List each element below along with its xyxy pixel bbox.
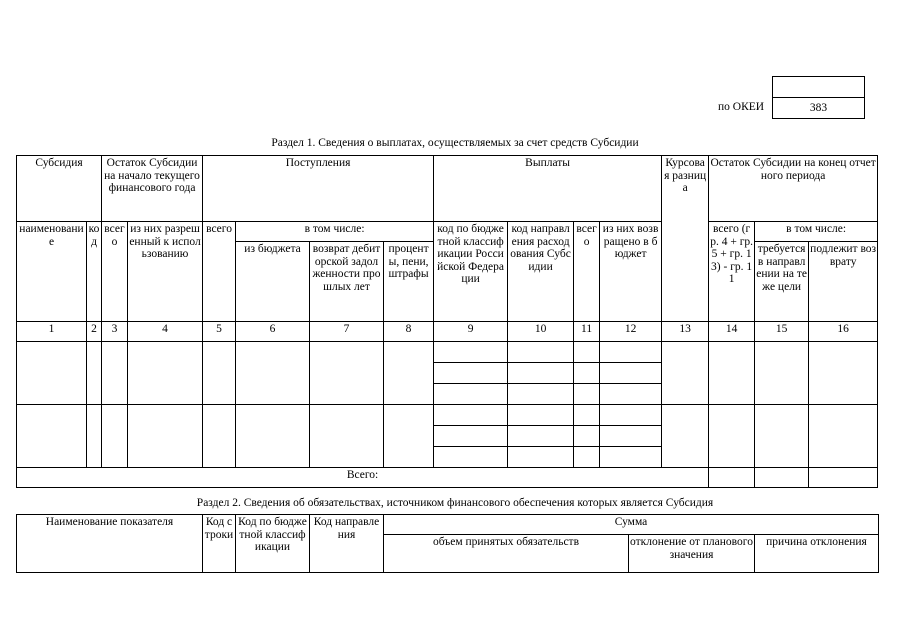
data-cell[interactable]	[600, 384, 662, 405]
data-cell[interactable]	[102, 342, 128, 405]
data-cell[interactable]	[508, 342, 574, 363]
table-row	[17, 342, 878, 363]
total-row	[17, 468, 878, 488]
data-cell[interactable]	[574, 447, 600, 468]
hdr-receipts: Поступления	[203, 156, 434, 222]
data-cell[interactable]	[600, 405, 662, 426]
data-cell[interactable]	[102, 405, 128, 468]
hdr-receipts-total: всего	[203, 222, 236, 322]
data-cell[interactable]	[662, 405, 709, 468]
data-cell[interactable]	[662, 342, 709, 405]
hdr-debt-return: возврат дебиторской задолженности прошлых лет	[310, 242, 384, 322]
hdr-reason: причина отклонения	[755, 535, 879, 573]
hdr-budget-class: код по бюджетной классификации Российской Федерации	[434, 222, 508, 322]
col-number: 13	[662, 322, 709, 342]
hdr-balance-end: Остаток Субсидии на конец отчетного периода	[709, 156, 878, 222]
data-cell[interactable]	[384, 342, 434, 405]
data-cell[interactable]	[87, 342, 102, 405]
okei-header-box	[772, 76, 865, 98]
data-cell[interactable]	[574, 426, 600, 447]
col-number: 6	[236, 322, 310, 342]
col-number: 1	[17, 322, 87, 342]
col-number: 11	[574, 322, 600, 342]
hdr-name: наименование	[17, 222, 87, 322]
data-cell[interactable]	[508, 363, 574, 384]
hdr-pay-total: всего	[574, 222, 600, 322]
col-number: 14	[709, 322, 755, 342]
col-number: 12	[600, 322, 662, 342]
section2-title: Раздел 2. Сведения об обязательствах, источником финансового обеспечения которых является Субсидия	[196, 497, 714, 509]
data-cell[interactable]	[508, 447, 574, 468]
hdr-exchange-diff: Курсовая разница	[662, 156, 709, 322]
hdr-permitted: из них разрешенный к использованию	[128, 222, 203, 322]
col-number: 3	[102, 322, 128, 342]
data-cell[interactable]	[508, 384, 574, 405]
hdr-returned: из них возвращено в бюджет	[600, 222, 662, 322]
col-number: 7	[310, 322, 384, 342]
hdr-direction-code: код направления расходования Субсидии	[508, 222, 574, 322]
data-cell[interactable]	[434, 405, 508, 426]
total-cell[interactable]	[809, 468, 878, 488]
hdr-sum: Сумма	[384, 515, 879, 535]
data-cell[interactable]	[600, 426, 662, 447]
data-cell[interactable]	[574, 342, 600, 363]
data-cell[interactable]	[434, 363, 508, 384]
col-number: 15	[755, 322, 809, 342]
total-label: Всего:	[17, 468, 709, 488]
data-cell[interactable]	[434, 342, 508, 363]
hdr-end-total: всего (гр. 4 + гр. 5 + гр. 13) - гр. 11	[709, 222, 755, 322]
data-cell[interactable]	[17, 405, 87, 468]
data-cell[interactable]	[384, 405, 434, 468]
hdr-interest: проценты, пени, штрафы	[384, 242, 434, 322]
hdr-to-return: подлежит возврату	[809, 242, 878, 322]
hdr-deviation: отклонение от планового значения	[629, 535, 755, 573]
data-cell[interactable]	[600, 447, 662, 468]
column-numbers-row	[17, 322, 878, 342]
data-cell[interactable]	[809, 405, 878, 468]
data-cell[interactable]	[128, 342, 203, 405]
data-cell[interactable]	[809, 342, 878, 405]
data-cell[interactable]	[574, 363, 600, 384]
okei-value-box	[772, 97, 865, 119]
hdr-payments: Выплаты	[434, 156, 662, 222]
hdr-end-including: в том числе:	[755, 222, 878, 242]
data-cell[interactable]	[508, 405, 574, 426]
col-number: 4	[128, 322, 203, 342]
data-cell[interactable]	[236, 342, 310, 405]
hdr-code: код	[87, 222, 102, 322]
section1-title: Раздел 1. Сведения о выплатах, осуществляемых за счет средств Субсидии	[271, 137, 639, 149]
hdr-direction-code: Код направления	[310, 515, 384, 573]
col-number: 2	[87, 322, 102, 342]
okei-value: 383	[809, 102, 828, 114]
section2-table	[16, 514, 879, 573]
hdr-required: требуется в направлении на те же цели	[755, 242, 809, 322]
data-cell[interactable]	[236, 405, 310, 468]
okei-label: по ОКЕИ	[718, 101, 765, 113]
data-cell[interactable]	[128, 405, 203, 468]
hdr-budget-class: Код по бюджетной классификации	[236, 515, 310, 573]
total-cell[interactable]	[709, 468, 755, 488]
data-cell[interactable]	[755, 342, 809, 405]
data-cell[interactable]	[203, 342, 236, 405]
data-cell[interactable]	[87, 405, 102, 468]
data-cell[interactable]	[574, 384, 600, 405]
data-cell[interactable]	[310, 405, 384, 468]
data-cell[interactable]	[434, 384, 508, 405]
col-number: 9	[434, 322, 508, 342]
data-cell[interactable]	[17, 342, 87, 405]
hdr-from-budget: из бюджета	[236, 242, 310, 322]
data-cell[interactable]	[709, 405, 755, 468]
hdr-balance-start: Остаток Субсидии на начало текущего финансового года	[102, 156, 203, 222]
hdr-including: в том числе:	[236, 222, 434, 242]
data-cell[interactable]	[709, 342, 755, 405]
col-number: 10	[508, 322, 574, 342]
data-cell[interactable]	[574, 405, 600, 426]
data-cell[interactable]	[434, 426, 508, 447]
col-number: 16	[809, 322, 878, 342]
data-cell[interactable]	[508, 426, 574, 447]
data-cell[interactable]	[600, 363, 662, 384]
table-row	[17, 405, 878, 426]
col-number: 8	[384, 322, 434, 342]
data-cell[interactable]	[310, 342, 384, 405]
col-number: 5	[203, 322, 236, 342]
data-cell[interactable]	[600, 342, 662, 363]
hdr-accepted: объем принятых обязательств	[384, 535, 629, 573]
hdr-total: всего	[102, 222, 128, 322]
hdr-row-code: Код строки	[203, 515, 236, 573]
hdr-indicator: Наименование показателя	[17, 515, 203, 573]
data-cell[interactable]	[755, 405, 809, 468]
section1-table	[16, 155, 878, 488]
hdr-subsidy: Субсидия	[17, 156, 102, 222]
total-cell[interactable]	[755, 468, 809, 488]
data-cell[interactable]	[203, 405, 236, 468]
data-cell[interactable]	[434, 447, 508, 468]
